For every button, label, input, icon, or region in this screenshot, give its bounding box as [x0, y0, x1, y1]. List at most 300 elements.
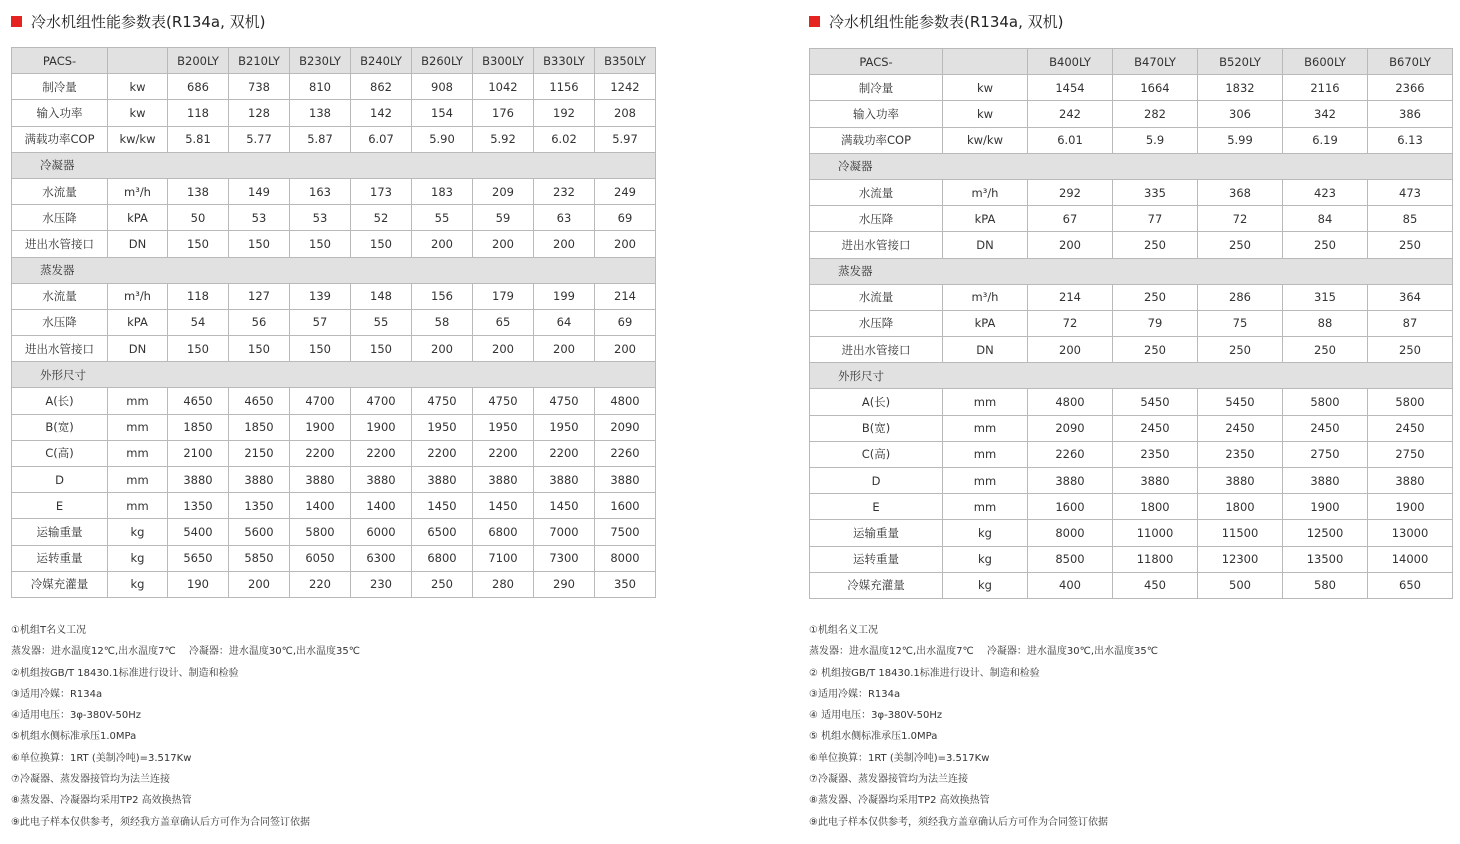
value-cell: 306 [1198, 101, 1283, 127]
table-row [12, 126, 656, 152]
row-unit-cell: mm [108, 493, 168, 519]
header-series-cell: PACS- [810, 49, 943, 75]
row-unit-cell: m³/h [108, 283, 168, 309]
row-unit-cell: mm [108, 467, 168, 493]
value-cell: 2200 [351, 440, 412, 466]
row-unit-cell: kg [943, 572, 1028, 598]
red-square-icon [809, 16, 820, 27]
section-label: 外形尺寸 [40, 367, 86, 382]
value-cell: 200 [412, 336, 473, 362]
header-model-cell: B240LY [351, 48, 412, 74]
value-cell: 1600 [595, 493, 656, 519]
value-cell: 2750 [1368, 441, 1453, 467]
value-cell: 5.99 [1198, 127, 1283, 153]
value-cell: 79 [1113, 310, 1198, 336]
value-cell: 5.87 [290, 126, 351, 152]
row-label-cell: 满载功率COP [12, 126, 108, 152]
row-unit-cell: mm [108, 414, 168, 440]
row-unit-cell: kPA [943, 206, 1028, 232]
value-cell: 3880 [1368, 468, 1453, 494]
value-cell: 13000 [1368, 520, 1453, 546]
value-cell: 2090 [595, 414, 656, 440]
value-cell: 1450 [534, 493, 595, 519]
value-cell: 183 [412, 178, 473, 204]
right-title [809, 10, 1064, 32]
section-cell [12, 152, 656, 178]
section-label: 外形尺寸 [838, 368, 884, 383]
note-line: ④ 适用电压：3φ-380V-50Hz [809, 710, 943, 722]
value-cell: 2450 [1283, 415, 1368, 441]
section-label: 蒸发器 [40, 263, 75, 278]
note-line: ⑦冷凝器、蒸发器接管均为法兰连接 [11, 774, 170, 786]
right-notes [809, 620, 1158, 833]
value-cell: 85 [1368, 206, 1453, 232]
value-cell: 88 [1283, 310, 1368, 336]
value-cell: 1900 [1368, 494, 1453, 520]
table-row [810, 415, 1453, 441]
value-cell: 4800 [595, 388, 656, 414]
value-cell: 1900 [290, 414, 351, 440]
row-unit-cell: mm [943, 441, 1028, 467]
value-cell: 473 [1368, 179, 1453, 205]
value-cell: 87 [1368, 310, 1453, 336]
value-cell: 250 [1113, 232, 1198, 258]
value-cell: 290 [534, 571, 595, 597]
value-cell: 5.90 [412, 126, 473, 152]
value-cell: 5850 [229, 545, 290, 571]
value-cell: 6.02 [534, 126, 595, 152]
value-cell: 3880 [1028, 468, 1113, 494]
row-unit-cell: kPA [108, 309, 168, 335]
note-line: ⑨此电子样本仅供参考，须经我方盖章确认后方可作为合同签订依据 [11, 816, 310, 828]
note-line: ①机组T名义工况 [11, 625, 87, 636]
value-cell: 2260 [595, 440, 656, 466]
row-unit-cell: kw [108, 100, 168, 126]
table-row [810, 179, 1453, 205]
value-cell: 1350 [229, 493, 290, 519]
value-cell: 4750 [534, 388, 595, 414]
value-cell: 4750 [473, 388, 534, 414]
row-unit-cell: kw [943, 75, 1028, 101]
value-cell: 220 [290, 571, 351, 597]
value-cell: 4750 [412, 388, 473, 414]
row-unit-cell: mm [943, 468, 1028, 494]
note-line: 蒸发器：进水温度12℃,出水温度7℃ 冷凝器：进水温度30℃,出水温度35℃ [11, 646, 360, 658]
header-model-cell: B330LY [534, 48, 595, 74]
table-row [810, 75, 1453, 101]
value-cell: 8000 [1028, 520, 1113, 546]
value-cell: 2116 [1283, 75, 1368, 101]
row-unit-cell: kg [943, 520, 1028, 546]
value-cell: 5400 [168, 519, 229, 545]
value-cell: 2450 [1368, 415, 1453, 441]
value-cell: 6050 [290, 545, 351, 571]
value-cell: 156 [412, 283, 473, 309]
row-label-cell: 运输重量 [810, 520, 943, 546]
row-unit-cell: kg [108, 519, 168, 545]
value-cell: 1600 [1028, 494, 1113, 520]
table-row [12, 205, 656, 231]
value-cell: 5450 [1113, 389, 1198, 415]
value-cell: 1450 [412, 493, 473, 519]
value-cell: 5450 [1198, 389, 1283, 415]
note-line: ④适用电压：3φ-380V-50Hz [11, 710, 141, 722]
value-cell: 57 [290, 309, 351, 335]
value-cell: 6.01 [1028, 127, 1113, 153]
value-cell: 6.19 [1283, 127, 1368, 153]
value-cell: 65 [473, 309, 534, 335]
value-cell: 250 [1198, 337, 1283, 363]
row-unit-cell: kw/kw [943, 127, 1028, 153]
value-cell: 5600 [229, 519, 290, 545]
row-label-cell: 冷媒充灌量 [810, 572, 943, 598]
value-cell: 69 [595, 309, 656, 335]
row-unit-cell: kPA [943, 310, 1028, 336]
row-unit-cell: mm [943, 415, 1028, 441]
value-cell: 6.07 [351, 126, 412, 152]
value-cell: 150 [290, 231, 351, 257]
value-cell: 232 [534, 178, 595, 204]
value-cell: 149 [229, 178, 290, 204]
value-cell: 7000 [534, 519, 595, 545]
value-cell: 63 [534, 205, 595, 231]
header-model-cell: B400LY [1028, 49, 1113, 75]
value-cell: 50 [168, 205, 229, 231]
value-cell: 11800 [1113, 546, 1198, 572]
value-cell: 118 [168, 100, 229, 126]
value-cell: 250 [412, 571, 473, 597]
note-line: ⑧蒸发器、冷凝器均采用TP2 高效换热管 [11, 795, 192, 807]
value-cell: 200 [473, 336, 534, 362]
value-cell: 250 [1113, 284, 1198, 310]
row-unit-cell: kw [108, 74, 168, 100]
value-cell: 5800 [1368, 389, 1453, 415]
value-cell: 4800 [1028, 389, 1113, 415]
value-cell: 2200 [473, 440, 534, 466]
value-cell: 150 [168, 336, 229, 362]
row-unit-cell: kPA [108, 205, 168, 231]
value-cell: 908 [412, 74, 473, 100]
value-cell: 59 [473, 205, 534, 231]
value-cell: 6800 [473, 519, 534, 545]
row-label-cell: 水压降 [12, 309, 108, 335]
value-cell: 4700 [290, 388, 351, 414]
value-cell: 3880 [412, 467, 473, 493]
note-line: ⑦冷凝器、蒸发器接管均为法兰连接 [809, 774, 968, 786]
note-line: ②机组按GB/T 18430.1标准进行设计、制造和检验 [11, 667, 239, 679]
note-line: ①机组名义工况 [809, 625, 878, 636]
value-cell: 1400 [290, 493, 351, 519]
value-cell: 6800 [412, 545, 473, 571]
value-cell: 282 [1113, 101, 1198, 127]
table-row [810, 101, 1453, 127]
section-label: 冷凝器 [40, 158, 75, 173]
value-cell: 150 [229, 231, 290, 257]
value-cell: 154 [412, 100, 473, 126]
value-cell: 1156 [534, 74, 595, 100]
section-row [810, 258, 1453, 284]
value-cell: 2750 [1283, 441, 1368, 467]
value-cell: 364 [1368, 284, 1453, 310]
value-cell: 315 [1283, 284, 1368, 310]
value-cell: 128 [229, 100, 290, 126]
value-cell: 810 [290, 74, 351, 100]
value-cell: 208 [595, 100, 656, 126]
value-cell: 138 [290, 100, 351, 126]
note-line: ⑨此电子样本仅供参考，须经我方盖章确认后方可作为合同签订依据 [809, 816, 1108, 828]
value-cell: 580 [1283, 572, 1368, 598]
value-cell: 7300 [534, 545, 595, 571]
value-cell: 2200 [534, 440, 595, 466]
row-label-cell: 制冷量 [12, 74, 108, 100]
row-label-cell: 进出水管接口 [810, 232, 943, 258]
value-cell: 286 [1198, 284, 1283, 310]
value-cell: 1350 [168, 493, 229, 519]
table-row [12, 336, 656, 362]
value-cell: 11500 [1198, 520, 1283, 546]
right-spec-table [809, 48, 1453, 599]
value-cell: 292 [1028, 179, 1113, 205]
value-cell: 423 [1283, 179, 1368, 205]
value-cell: 1242 [595, 74, 656, 100]
value-cell: 368 [1198, 179, 1283, 205]
table-row [810, 206, 1453, 232]
row-unit-cell: mm [943, 389, 1028, 415]
value-cell: 55 [412, 205, 473, 231]
value-cell: 2100 [168, 440, 229, 466]
value-cell: 350 [595, 571, 656, 597]
value-cell: 14000 [1368, 546, 1453, 572]
value-cell: 2350 [1198, 441, 1283, 467]
value-cell: 1950 [473, 414, 534, 440]
table-row [12, 440, 656, 466]
value-cell: 2366 [1368, 75, 1453, 101]
value-cell: 2350 [1113, 441, 1198, 467]
value-cell: 6000 [351, 519, 412, 545]
value-cell: 192 [534, 100, 595, 126]
value-cell: 179 [473, 283, 534, 309]
value-cell: 5.92 [473, 126, 534, 152]
row-label-cell: 水压降 [810, 206, 943, 232]
row-label-cell: 制冷量 [810, 75, 943, 101]
value-cell: 56 [229, 309, 290, 335]
value-cell: 6300 [351, 545, 412, 571]
value-cell: 12300 [1198, 546, 1283, 572]
header-model-cell: B600LY [1283, 49, 1368, 75]
table-row [810, 572, 1453, 598]
value-cell: 250 [1368, 337, 1453, 363]
table-row [12, 545, 656, 571]
table-row [12, 388, 656, 414]
value-cell: 6500 [412, 519, 473, 545]
value-cell: 199 [534, 283, 595, 309]
table-header-row [12, 48, 656, 74]
table-row [12, 493, 656, 519]
value-cell: 1800 [1198, 494, 1283, 520]
value-cell: 3880 [534, 467, 595, 493]
row-unit-cell: kw/kw [108, 126, 168, 152]
table-row [12, 178, 656, 204]
header-unit-cell [943, 49, 1028, 75]
row-label-cell: 水流量 [12, 178, 108, 204]
value-cell: 5.97 [595, 126, 656, 152]
note-line: 蒸发器：进水温度12℃,出水温度7℃ 冷凝器：进水温度30℃,出水温度35℃ [809, 646, 1158, 658]
value-cell: 1850 [229, 414, 290, 440]
row-label-cell: A(长) [12, 388, 108, 414]
section-cell [12, 362, 656, 388]
value-cell: 200 [473, 231, 534, 257]
header-model-cell: B670LY [1368, 49, 1453, 75]
value-cell: 500 [1198, 572, 1283, 598]
value-cell: 1950 [534, 414, 595, 440]
header-model-cell: B210LY [229, 48, 290, 74]
value-cell: 200 [534, 336, 595, 362]
value-cell: 250 [1368, 232, 1453, 258]
value-cell: 1850 [168, 414, 229, 440]
value-cell: 5650 [168, 545, 229, 571]
value-cell: 8500 [1028, 546, 1113, 572]
value-cell: 214 [595, 283, 656, 309]
value-cell: 13500 [1283, 546, 1368, 572]
row-label-cell: B(宽) [810, 415, 943, 441]
row-label-cell: E [810, 494, 943, 520]
row-label-cell: 运转重量 [12, 545, 108, 571]
value-cell: 862 [351, 74, 412, 100]
value-cell: 200 [412, 231, 473, 257]
value-cell: 200 [1028, 337, 1113, 363]
left-notes [11, 620, 360, 833]
value-cell: 4650 [229, 388, 290, 414]
note-line: ⑥单位换算：1RT (美制冷吨)=3.517Kw [11, 752, 192, 764]
value-cell: 150 [351, 336, 412, 362]
value-cell: 3880 [168, 467, 229, 493]
table-row [810, 494, 1453, 520]
table-row [810, 389, 1453, 415]
header-model-cell: B520LY [1198, 49, 1283, 75]
value-cell: 11000 [1113, 520, 1198, 546]
value-cell: 209 [473, 178, 534, 204]
row-label-cell: C(高) [810, 441, 943, 467]
left-title-text: 冷水机组性能参数表(R134a, 双机) [31, 12, 266, 31]
row-label-cell: 进出水管接口 [12, 231, 108, 257]
header-model-cell: B300LY [473, 48, 534, 74]
value-cell: 67 [1028, 206, 1113, 232]
header-model-cell: B200LY [168, 48, 229, 74]
header-series-cell: PACS- [12, 48, 108, 74]
left-title [11, 10, 266, 32]
value-cell: 200 [534, 231, 595, 257]
value-cell: 2450 [1113, 415, 1198, 441]
value-cell: 2090 [1028, 415, 1113, 441]
value-cell: 5.77 [229, 126, 290, 152]
value-cell: 2260 [1028, 441, 1113, 467]
value-cell: 3880 [229, 467, 290, 493]
value-cell: 72 [1028, 310, 1113, 336]
table-row [810, 310, 1453, 336]
value-cell: 1900 [351, 414, 412, 440]
note-line: ⑤ 机组水侧标准承压1.0MPa [809, 731, 938, 743]
value-cell: 118 [168, 283, 229, 309]
row-label-cell: 进出水管接口 [12, 336, 108, 362]
value-cell: 75 [1198, 310, 1283, 336]
value-cell: 1900 [1283, 494, 1368, 520]
value-cell: 5800 [290, 519, 351, 545]
row-unit-cell: m³/h [108, 178, 168, 204]
value-cell: 6.13 [1368, 127, 1453, 153]
row-unit-cell: DN [943, 232, 1028, 258]
note-line: ③适用冷媒：R134a [11, 688, 103, 700]
value-cell: 3880 [1198, 468, 1283, 494]
value-cell: 1950 [412, 414, 473, 440]
header-model-cell: B230LY [290, 48, 351, 74]
value-cell: 84 [1283, 206, 1368, 232]
value-cell: 72 [1198, 206, 1283, 232]
section-row [810, 363, 1453, 389]
section-cell [810, 258, 1453, 284]
value-cell: 12500 [1283, 520, 1368, 546]
value-cell: 127 [229, 283, 290, 309]
value-cell: 150 [290, 336, 351, 362]
value-cell: 250 [1198, 232, 1283, 258]
value-cell: 200 [595, 336, 656, 362]
value-cell: 5.81 [168, 126, 229, 152]
value-cell: 173 [351, 178, 412, 204]
value-cell: 250 [1113, 337, 1198, 363]
value-cell: 190 [168, 571, 229, 597]
value-cell: 176 [473, 100, 534, 126]
value-cell: 64 [534, 309, 595, 335]
value-cell: 3880 [351, 467, 412, 493]
value-cell: 3880 [595, 467, 656, 493]
row-unit-cell: DN [108, 231, 168, 257]
table-row [810, 520, 1453, 546]
value-cell: 163 [290, 178, 351, 204]
value-cell: 450 [1113, 572, 1198, 598]
value-cell: 4650 [168, 388, 229, 414]
row-label-cell: D [12, 467, 108, 493]
value-cell: 4700 [351, 388, 412, 414]
value-cell: 1454 [1028, 75, 1113, 101]
row-unit-cell: kw [943, 101, 1028, 127]
row-unit-cell: mm [943, 494, 1028, 520]
header-unit-cell [108, 48, 168, 74]
value-cell: 7500 [595, 519, 656, 545]
table-row [12, 100, 656, 126]
header-model-cell: B260LY [412, 48, 473, 74]
value-cell: 52 [351, 205, 412, 231]
red-square-icon [11, 16, 22, 27]
value-cell: 3880 [473, 467, 534, 493]
row-label-cell: E [12, 493, 108, 519]
section-row [12, 152, 656, 178]
section-cell [810, 363, 1453, 389]
value-cell: 242 [1028, 101, 1113, 127]
row-label-cell: 运输重量 [12, 519, 108, 545]
value-cell: 77 [1113, 206, 1198, 232]
value-cell: 1450 [473, 493, 534, 519]
row-label-cell: 水压降 [12, 205, 108, 231]
note-line: ⑤机组水侧标准承压1.0MPa [11, 731, 137, 743]
row-label-cell: C(高) [12, 440, 108, 466]
header-model-cell: B350LY [595, 48, 656, 74]
row-label-cell: A(长) [810, 389, 943, 415]
value-cell: 55 [351, 309, 412, 335]
row-label-cell: 输入功率 [810, 101, 943, 127]
value-cell: 686 [168, 74, 229, 100]
value-cell: 1800 [1113, 494, 1198, 520]
row-label-cell: 进出水管接口 [810, 337, 943, 363]
value-cell: 54 [168, 309, 229, 335]
